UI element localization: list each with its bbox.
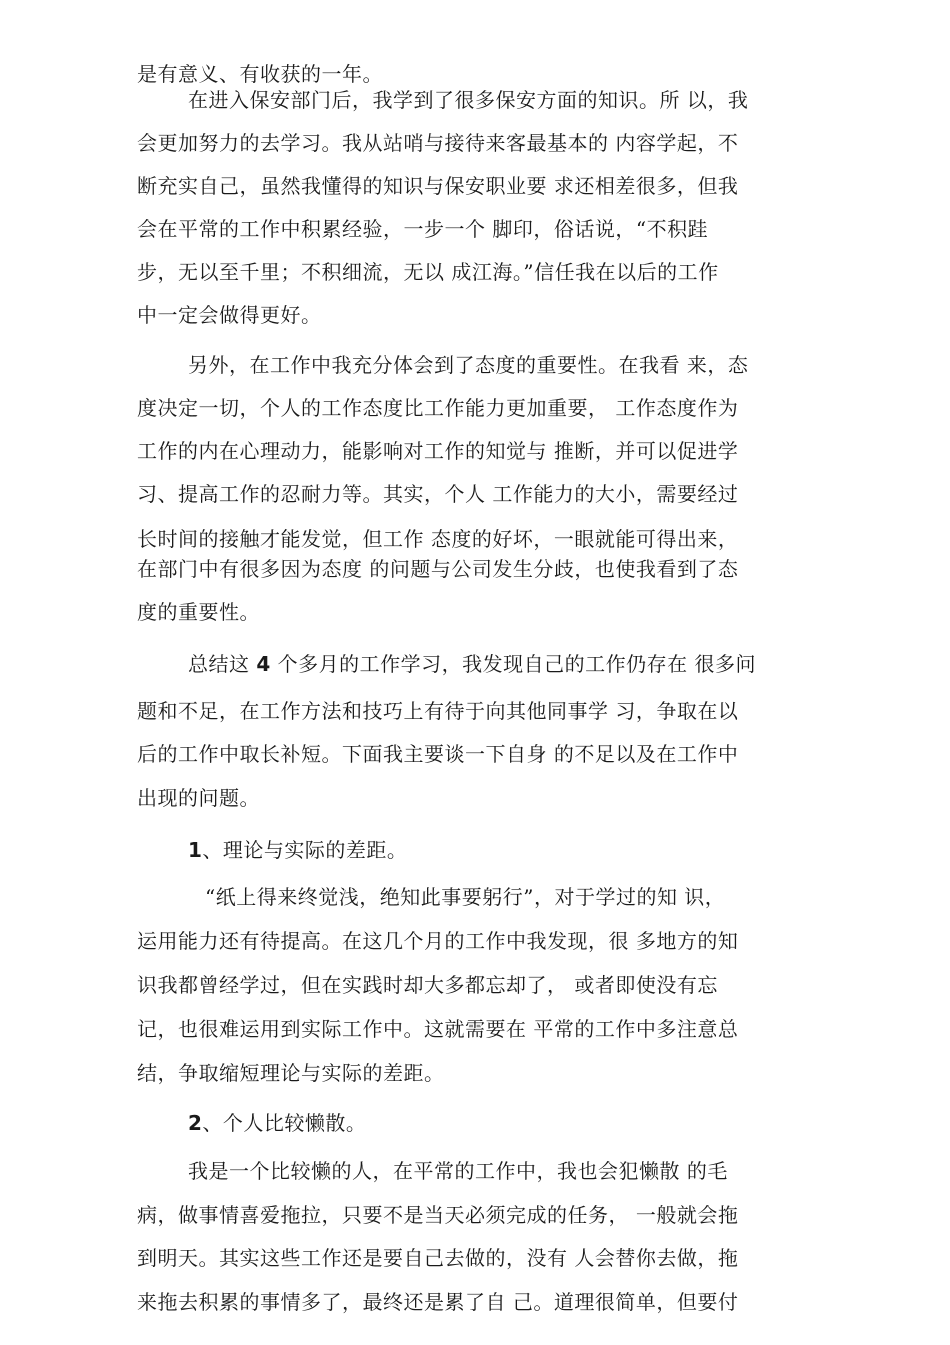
item-title: 、理论与实际的差距。 <box>202 838 408 862</box>
item-title: 、个人比较懒散。 <box>202 1111 367 1135</box>
text-line: 是有意义、有收获的一年。 <box>137 62 383 86</box>
text-line: 来拖去积累的事情多了，最终还是累了自 己。道理很简单，但要付 <box>137 1290 739 1314</box>
text-line: 度决定一切，个人的工作态度比工作能力更加重要， 工作态度作为 <box>137 396 739 420</box>
text-line: 运用能力还有待提高。在这几个月的工作中我发现，很 多地方的知 <box>137 929 739 953</box>
text-line: 题和不足，在工作方法和技巧上有待于向其他同事学 习，争取在以 <box>137 699 739 723</box>
text-line: 结，争取缩短理论与实际的差距。 <box>137 1061 445 1085</box>
summary-prefix: 总结这 <box>188 652 250 676</box>
text-line: 会在平常的工作中积累经验，一步一个 脚印，俗话说，“不积跬 <box>137 217 709 241</box>
text-line: 步，无以至千里；不积细流，无以 成江海。”信任我在以后的工作 <box>137 260 719 284</box>
text-line: 工作的内在心理动力，能影响对工作的知觉与 推断，并可以促进学 <box>137 439 739 463</box>
summary-number: 4 <box>256 652 271 676</box>
text-line: 病，做事情喜爱拖拉，只要不是当天必须完成的任务， 一般就会拖 <box>137 1203 739 1227</box>
text-line: 在部门中有很多因为态度 的问题与公司发生分歧，也使我看到了态 <box>137 557 739 581</box>
text-line: 会更加努力的去学习。我从站哨与接待来客最基本的 内容学起，不 <box>137 131 739 155</box>
text-line: 中一定会做得更好。 <box>137 303 322 327</box>
text-line: 出现的问题。 <box>137 786 260 810</box>
paragraph-start <box>188 652 756 676</box>
text-line: 记，也很难运用到实际工作中。这就需要在 平常的工作中多注意总 <box>137 1017 739 1041</box>
section-heading <box>188 1111 366 1135</box>
paragraph-start: 我是一个比较懒的人，在平常的工作中，我也会犯懒散 的毛 <box>188 1159 728 1183</box>
text-line: 度的重要性。 <box>137 600 260 624</box>
paragraph-start: 另外，在工作中我充分体会到了态度的重要性。在我看 来，态 <box>188 353 749 377</box>
text-line: 识我都曾经学过，但在实践时却大多都忘却了， 或者即使没有忘 <box>137 973 718 997</box>
text-line: 长时间的接触才能发觉，但工作 态度的好坏，一眼就能可得出来， <box>137 527 739 551</box>
text-line: 习、提高工作的忍耐力等。其实，个人 工作能力的大小，需要经过 <box>137 482 739 506</box>
text-line: 断充实自己，虽然我懂得的知识与保安职业要 求还相差很多，但我 <box>137 174 739 198</box>
item-number: 1 <box>188 838 203 862</box>
item-number: 2 <box>188 1111 203 1135</box>
summary-rest: 个多月的工作学习，我发现自己的工作仍存在 很多问 <box>277 652 756 676</box>
section-heading <box>188 838 407 862</box>
paragraph-start: “纸上得来终觉浅，绝知此事要躬行”，对于学过的知 识， <box>205 885 726 909</box>
text-line: 到明天。其实这些工作还是要自己去做的，没有 人会替你去做，拖 <box>137 1246 739 1270</box>
text-line: 后的工作中取长补短。下面我主要谈一下自身 的不足以及在工作中 <box>137 742 739 766</box>
paragraph-start: 在进入保安部门后，我学到了很多保安方面的知识。所 以，我 <box>188 88 749 112</box>
